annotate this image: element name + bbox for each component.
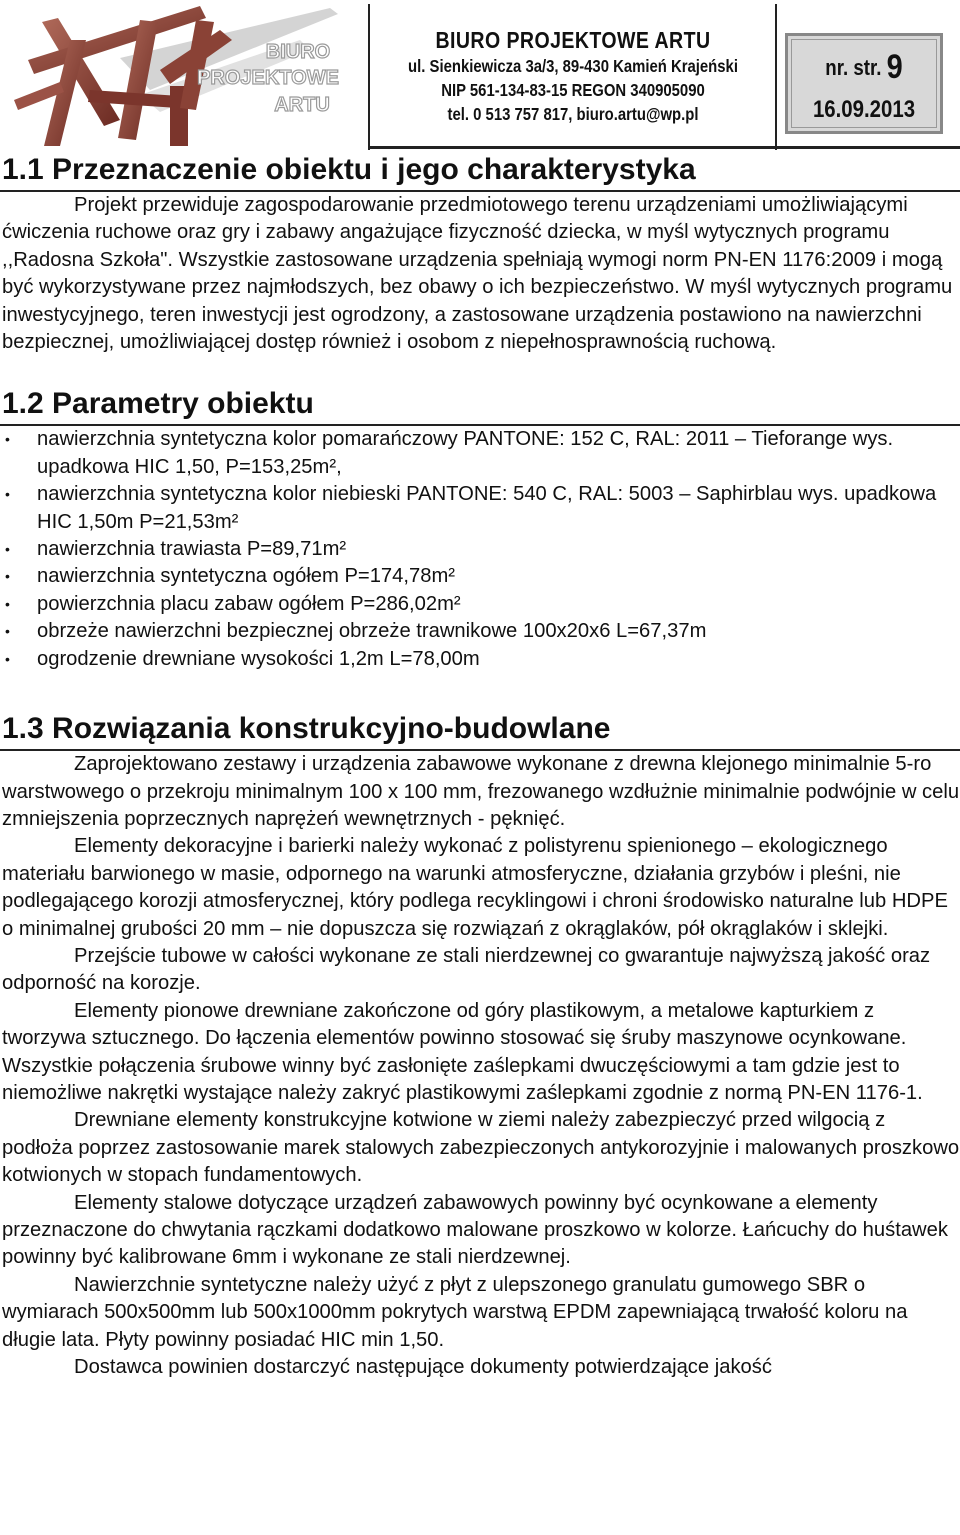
section-1-3-paragraph: Zaprojektowano zestawy i urządzenia zabawowe wykonane z drewna klejonego minimalnie 5-ro warstwowego o przekroju minimalnym 100 x 100 mm, frezowanego wzdłużnie minimalnie podwójnie w celu zmniejszenia poprzecznych naprężeń wewnętrznych - pęknięć.: [2, 753, 960, 830]
page-number: [799, 48, 928, 87]
section-heading-1-2: 1.2 Parametry obiektu: [0, 384, 960, 426]
company-info: [402, 26, 744, 126]
logo-graphic: [0, 0, 368, 150]
header-divider-left: [368, 4, 370, 150]
section-1-3-paragraph: Elementy stalowe dotyczące urządzeń zabawowych powinny być ocynkowane a elementy przeznaczone do chwytania rączkami dodatkowo malowane proszkowo w kolorze. Łańcuchy do huśtawek powinny być kalibrowane 6mm i wykonane ze stali nierdzewnej.: [2, 1191, 948, 1269]
section-1-3-paragraph: Przejście tubowe w całości wykonane ze stali nierdzewnej co gwarantuje najwyższą jakość oraz odporność na korozje.: [2, 944, 931, 995]
section-1-3-paragraph: Elementy dekoracyjne i barierki należy wykonać z polistyrenu spienionego – ekologicznego materiału barwionego w masie, odpornego na warunki atmosferyczne, działania grzybów i pleśni, nie podlegającego korozji atmosferycznej, który podlega recyklingowi i chroni środowisko naturalne lub HDPE o minimalnej grubości 20 mm – nie dopuszcza się rozwiązań z okrąglaków, pół okrąglaków i sklejki.: [2, 835, 948, 940]
list-item: • ogrodzenie drewniane wysokości 1,2m L=78,00m: [5, 647, 480, 670]
logo-text-2: PROJEKTOWE: [197, 67, 339, 89]
section-heading-1-1: 1.1 Przeznaczenie obiektu i jego charakterystyka: [0, 150, 960, 192]
list-item: • obrzeże nawierzchni bezpiecznej obrzeże trawnikowe 100x20x6 L=67,37m: [5, 620, 707, 643]
company-ids: NIP 561-134-83-15 REGON 340905090: [441, 80, 705, 100]
section-1-3-paragraph: Elementy pionowe drewniane zakończone od góry plastikowym, a metalowe kapturkiem z tworzywa sztucznego. Do łączenia elementów powinno stosować się śruby maszynowe ocynkowane. Wszystkie połączenia śrubowe winny być zasłonięte zaślepkami dwuczęściowymi a tam gdzie jest to niemożliwe nakrętki wystające należy zakryć plastikowymi zaślepkami zgodnie z normą PN-EN 1176-1.: [2, 999, 923, 1104]
company-contact: tel. 0 513 757 817, biuro.artu@wp.pl: [447, 104, 699, 124]
section-1-3-paragraph: Dostawca powinien dostarczyć następujące dokumenty potwierdzające jakość: [74, 1356, 772, 1379]
company-name: BIURO PROJEKTOWE ARTU: [435, 27, 711, 53]
document-body: [0, 150, 960, 1381]
list-item: • powierzchnia placu zabaw ogółem P=286,02m²: [5, 592, 461, 615]
parameters-list: [0, 426, 960, 673]
logo-text-1: BIURO: [265, 41, 331, 63]
company-address: ul. Sienkiewicza 3a/3, 89-430 Kamień Krajeński: [408, 56, 738, 76]
section-1-3-paragraph: Nawierzchnie syntetyczne należy użyć z płyt z ulepszonego granulatu gumowego SBR o wymiarach 500x500mm lub 500x1000mm pokrytych warstwą EPDM zapewniającą trwałość koloru na długie lata. Płyty powinny posiadać HIC min 1,50.: [2, 1273, 908, 1351]
company-logo: [0, 0, 368, 150]
page-header: [0, 0, 960, 152]
list-item: • nawierzchnia syntetyczna kolor niebieski PANTONE: 540 C, RAL: 5003 – Saphirblau wys. upadkowa HIC 1,50m P=21,53m²: [5, 483, 937, 533]
list-item: • nawierzchnia syntetyczna kolor pomarańczowy PANTONE: 152 C, RAL: 2011 – Tieforange wys. upadkowa HIC 1,50, P=153,25m²,: [5, 428, 894, 478]
document-date: 16.09.2013: [812, 96, 916, 123]
page-number-value: 9: [886, 48, 903, 86]
header-divider-right: [775, 4, 777, 150]
section-1-3-paragraph: Drewniane elementy konstrukcyjne kotwione w ziemi należy zabezpieczyć przed wilgocią z podłoża poprzez zastosowanie marek stalowych zabezpieczonych antykorozyjnie i malowanych proszkowo kotwionych w stopach fundamentowych.: [2, 1109, 960, 1187]
section-1-1-paragraph: Projekt przewiduje zagospodarowanie przedmiotowego terenu urządzeniami umożliwiającymi ćwiczenia ruchowe oraz gry i zabawy angażujące fizyczność dziecka, w myśl wytycznych programu ,,Radosna Szkoła". Wszystkie zastosowane urządzenia spełniają wymogi norm PN-EN 1176:2009 i mogą być wykorzystywane przez najmłodszych, bez obawy o ich bezpieczeństwo. W myśl wytycznych programu inwestycyjnego, teren inwestycji jest ogrodzony, a zastosowane urządzenia postawiono na nawierzchni bezpiecznej, umożliwiającej dostęp również i osobom z niepełnosprawnością ruchową.: [2, 194, 953, 354]
header-rule: [368, 146, 960, 149]
list-item: • nawierzchnia syntetyczna ogółem P=174,78m²: [5, 565, 455, 588]
section-heading-1-3: 1.3 Rozwiązania konstrukcyjno-budowlane: [0, 709, 960, 751]
list-item: • nawierzchnia trawiasta P=89,71m²: [5, 538, 347, 561]
logo-text-3: ARTU: [274, 94, 330, 116]
page-number-box: [785, 33, 943, 134]
page-label: nr. str.: [825, 55, 882, 80]
